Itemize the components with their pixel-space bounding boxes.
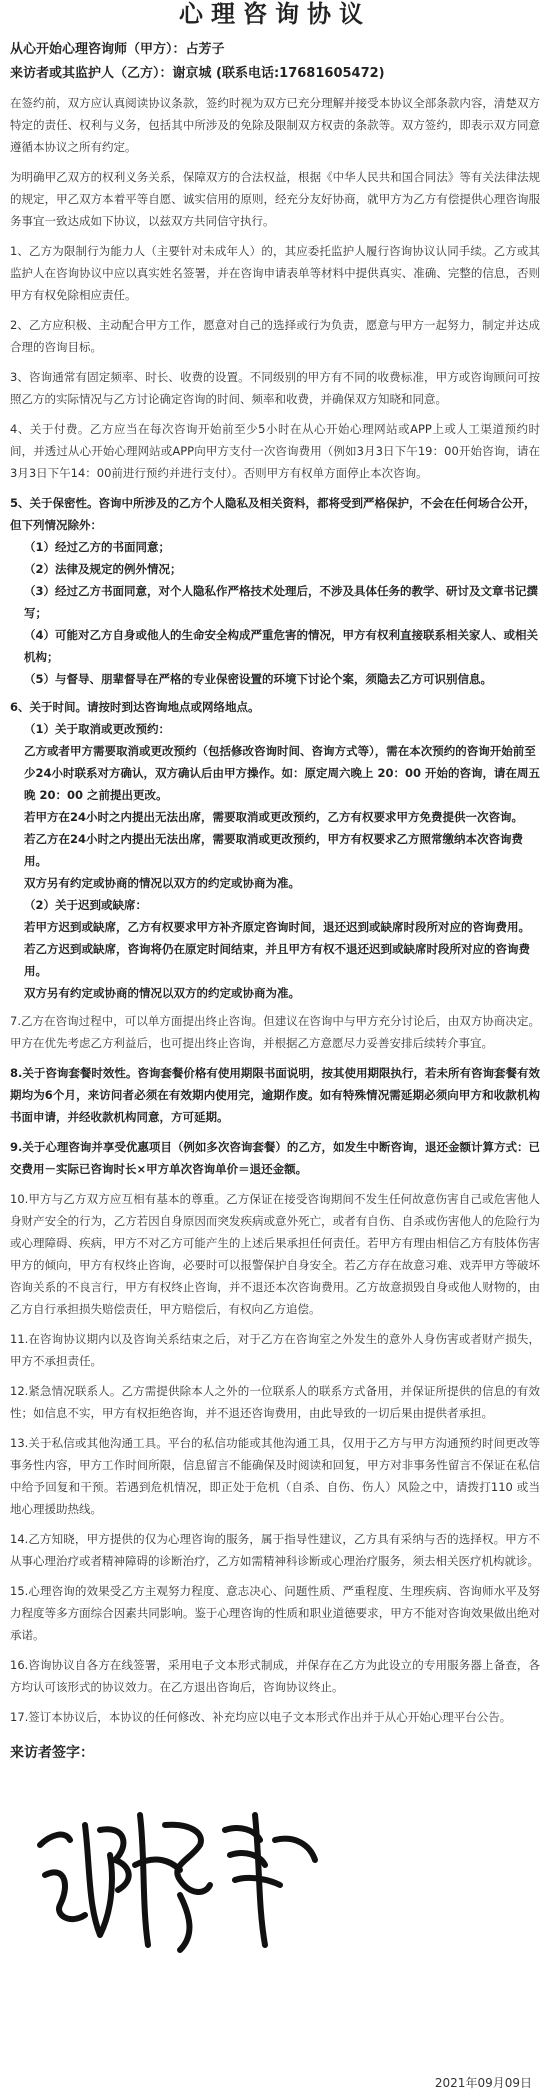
clause-2: 2、乙方应积极、主动配合甲方工作，愿意对自己的选择或行为负责，愿意与甲方一起努力，制定并达成合理的咨询目标。 xyxy=(10,318,540,354)
clause-11: 11.在咨询协议期内以及咨询关系结束之后，对于乙方在咨询室之外发生的意外人身伤害或者财产损失，甲方不承担责任。 xyxy=(10,1332,540,1368)
clause-5-item: （5）与督导、朋辈督导在严格的专业保密设置的环境下讨论个案，须隐去乙方可识别信息。 xyxy=(24,672,492,686)
clause-14: 14.乙方知晓，甲方提供的仅为心理咨询的服务，属于指导性建议，乙方具有采纳与否的选择权。甲方不从事心理治疗或者精神障碍的诊断治疗，乙方如需精神科诊断或心理治疗服务，须去相关医疗机构就诊。 xyxy=(10,1532,540,1568)
page-title: 心理咨询协议 xyxy=(179,0,371,28)
handwritten-signature xyxy=(30,1785,330,1955)
clause-16: 16.咨询协议自各方在线签署，采用电子文本形式制成，并保存在乙方为此设立的专用服务器上备查，各方均认可该形式的协议效力。在乙方退出咨询后，咨询协议终止。 xyxy=(10,1658,540,1694)
clause-5 xyxy=(10,492,540,690)
clause-7: 7.乙方在咨询过程中，可以单方面提出终止咨询。但建议在咨询中与甲方充分讨论后，由双方协商决定。甲方在优先考虑乙方利益后，也可提出终止咨询，并根据乙方意愿尽力妥善安排后续转介事宜。 xyxy=(10,1014,540,1050)
visitor-sign-label: 来访者签字： xyxy=(10,1745,94,1761)
clause-6-heading: 6、关于时间。请按时到达咨询地点或网络地点。 xyxy=(10,700,260,714)
clause-1: 1、乙方为限制行为能力人（主要针对未成年人）的，其应委托监护人履行咨询协议认同手续。乙方或其监护人在咨询协议中应以真实姓名签署，并在咨询申请表单等材料中提供真实、准确、完整的信息，否则甲方有权免除相应责任。 xyxy=(10,244,540,302)
clause-6-1-heading: （1）关于取消或更改预约： xyxy=(24,722,171,736)
clause-6-1-b: 若乙方在24小时之内提出无法出席，需要取消或更改预约，甲方有权要求乙方照常缴纳本次咨询费用。 xyxy=(24,832,523,868)
sign-date: 2021年09月09日 xyxy=(434,2076,532,2090)
clause-10: 10.甲方与乙方双方应互相有基本的尊重。乙方保证在接受咨询期间不发生任何故意伤害自己或危害他人身财产安全的行为，乙方若因自身原因而突发疾病或意外死亡，或者有自伤、自杀或伤害他人的危险行为或心理障碍、疾病，甲方不对乙方可能产生的上述后果承担任何责任。若甲方有理由相信乙方有肢体伤害甲方的倾向，甲方有权终止咨询，必要时可以报警保护自身安全。若乙方存在故意习难、戏弄甲方等破坏咨询关系的不良言行，甲方有权终止咨询，并不退还本次咨询费用。乙方故意损毁自身或他人财物的，由乙方自行承担损失赔偿责任，甲方赔偿后，有权向乙方追偿。 xyxy=(10,1192,540,1316)
clause-6-1-body: 乙方或者甲方需要取消或更改预约（包括修改咨询时间、咨询方式等），需在本次预约的咨询开始前至少24小时联系对方确认，双方确认后由甲方操作。如：原定周六晚上 20：00 开始的咨询，请在周五晚 20：00 之前提出更改。 xyxy=(24,744,541,802)
clause-6-1-a: 若甲方在24小时之内提出无法出席，需要取消或更改预约，乙方有权要求甲方免费提供一次咨询。 xyxy=(24,810,523,824)
clause-6-2-b: 若乙方迟到或缺席，咨询将仍在原定时间结束，并且甲方有权不退还迟到或缺席时段所对应的咨询费用。 xyxy=(24,942,530,978)
clause-5-item: （3）经过乙方书面同意，对个人隐私作严格技术处理后，不涉及具体任务的教学、研讨及文章书记撰写； xyxy=(24,584,538,620)
clause-6-2-heading: （2）关于迟到或缺席： xyxy=(24,898,148,912)
clause-4: 4、关于付费。乙方应当在每次咨询开始前至少5小时在从心开始心理网站或APP上或人工渠道预约时间，并透过从心开始心理网站或APP向甲方支付一次咨询费用（例如3月3日下午19：00开始咨询，请在3月3日下午14：00前进行预约并进行支付）。否则甲方有权单方面停止本次咨询。 xyxy=(10,422,540,480)
clause-3: 3、咨询通常有固定频率、时长、收费的设置。不同级别的甲方有不同的收费标准，甲方或咨询顾问可按照乙方的实际情况与乙方讨论确定咨询的时间、频率和收费，并确保双方知晓和同意。 xyxy=(10,370,540,406)
clause-9: 9.关于心理咨询并享受优惠项目（例如多次咨询套餐）的乙方，如发生中断咨询，退还金额计算方式：已交费用－实际已咨询时长×甲方单次咨询单价＝退还金额。 xyxy=(10,1140,540,1176)
clause-5-item: （1）经过乙方的书面同意； xyxy=(24,540,171,554)
clause-15: 15.心理咨询的效果受乙方主观努力程度、意志决心、问题性质、严重程度、生理疾病、咨询师水平及努力程度等多方面综合因素共同影响。鉴于心理咨询的性质和职业道德要求，甲方不能对咨询效果做出绝对承诺。 xyxy=(10,1584,540,1642)
intro-paragraph-1: 在签约前，双方应认真阅读协议条款，签约时视为双方已充分理解并接受本协议全部条款内容，清楚双方特定的责任、权利与义务，包括其中所涉及的免除及限制双方权责的条款等。双方签约，即表示双方同意遵循本协议之所有约定。 xyxy=(10,96,540,154)
clause-13: 13.关于私信或其他沟通工具。平台的私信功能或其他沟通工具，仅用于乙方与甲方沟通预约时间更改等事务性内容，甲方工作时间所限，信息留言不能确保及时阅读和回复，甲方对非事务性留言不保证在私信中给予回复和干预。若遇到危机情况，即正处于危机（自杀、自伤、伤人）风险之中，请拨打110 或当地心理援助热线。 xyxy=(10,1436,540,1516)
clause-6 xyxy=(10,696,540,1004)
clause-6-2-c: 双方另有约定或协商的情况以双方的约定或协商为准。 xyxy=(24,986,300,1000)
clause-6-1-c: 双方另有约定或协商的情况以双方的约定或协商为准。 xyxy=(24,876,300,890)
clause-8: 8.关于咨询套餐时效性。咨询套餐价格有使用期限书面说明，按其使用期限执行，若未所有咨询套餐有效期均为6个月，来访问者必须在有效期内使用完，逾期作废。如有特殊情况需延期必须向甲方和收款机构书面申请，并经收款机构同意，方可延期。 xyxy=(10,1066,540,1124)
party-a: 从心开始心理咨询师（甲方）：占芳子 xyxy=(10,42,225,57)
parties-block xyxy=(10,38,540,86)
clause-5-item: （2）法律及规定的例外情况； xyxy=(24,562,182,576)
clause-5-heading: 5、关于保密性。咨询中所涉及的乙方个人隐私及相关资料，都将受到严格保护，不会在任何场合公开，但下列情况除外： xyxy=(10,496,536,532)
party-b: 来访者或其监护人（乙方）：谢京城 (联系电话:17681605472) xyxy=(10,66,385,81)
clause-17: 17.签订本协议后，本协议的任何修改、补充均应以电子文本形式作出并于从心开始心理平台公告。 xyxy=(10,1710,512,1724)
clause-6-2-a: 若甲方迟到或缺席，乙方有权要求甲方补齐原定咨询时间，退还迟到或缺席时段所对应的咨询费用。 xyxy=(24,920,530,934)
clause-12: 12.紧急情况联系人。乙方需提供除本人之外的一位联系人的联系方式备用，并保证所提供的信息的有效性；如信息不实，甲方有权拒绝咨询，并不退还咨询费用，由此导致的一切后果由提供者承担。 xyxy=(10,1384,540,1420)
clause-5-item: （4）可能对乙方自身或他人的生命安全构成严重危害的情况，甲方有权利直接联系相关家人、或相关机构； xyxy=(24,628,538,664)
intro-paragraph-2: 为明确甲乙双方的权利义务关系，保障双方的合法权益，根据《中华人民共和国合同法》等有关法律法规的规定，甲乙双方本着平等自愿、诚实信用的原则，经充分友好协商，就甲方为乙方有偿提供心理咨询服务事宜一致达成如下协议，以兹双方共同信守执行。 xyxy=(10,170,540,228)
